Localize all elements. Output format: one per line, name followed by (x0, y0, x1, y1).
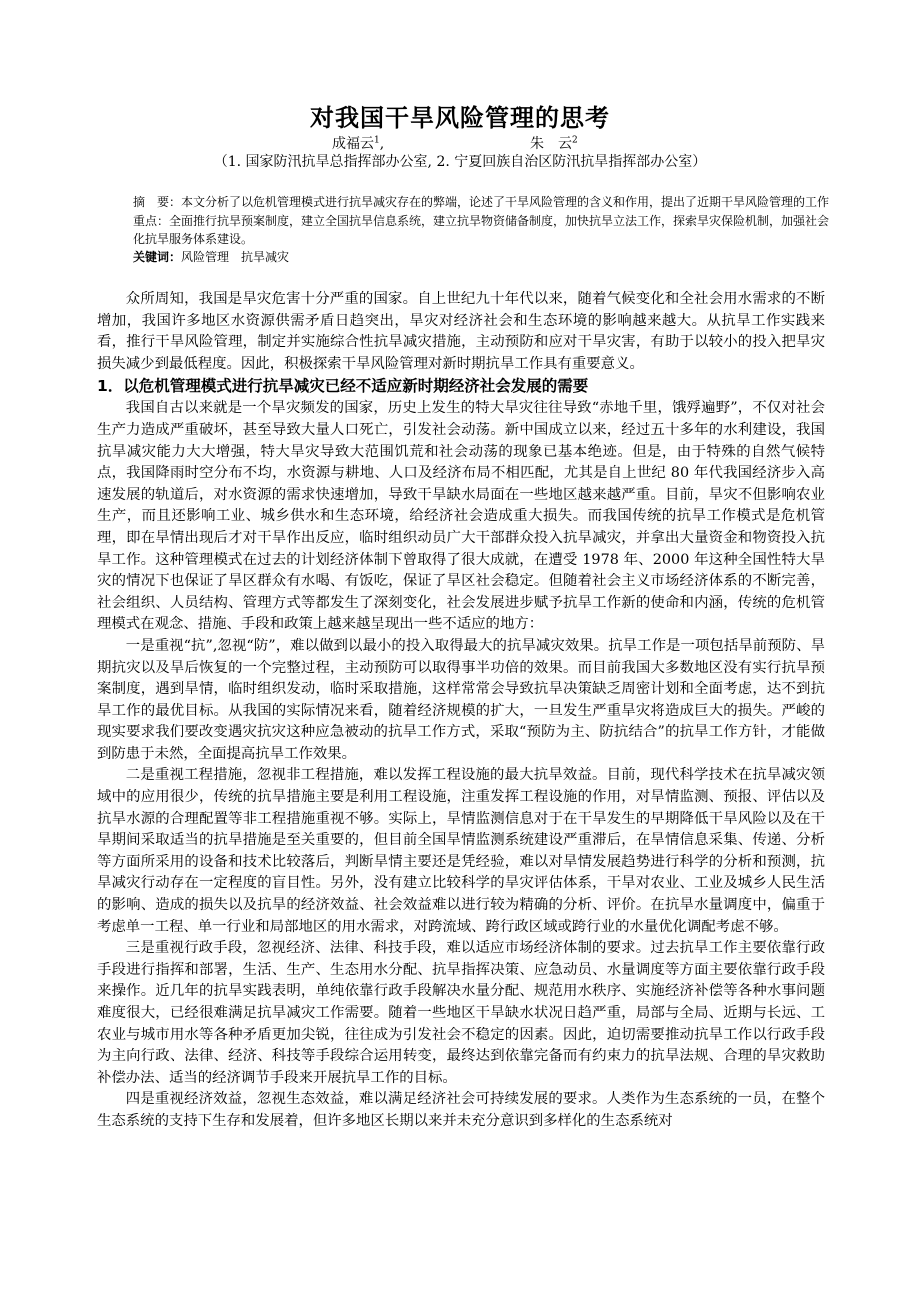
intro-paragraph: 众所周知，我国是旱灾危害十分严重的国家。自上世纪九十年代以来，随着气候变化和全社会用水需求的不断增加，我国许多地区水资源供需矛盾日趋突出，旱灾对经济社会和生态环境的影响越来越大。从抗旱工作实践来看，推行干旱风险管理，制定并实施综合性抗旱减灾措施，主动预防和应对干旱灾害，有助于以较小的投入把旱灾损失减少到最低程度。因此，积极探索干旱风险管理对新时期抗旱工作具有重要意义。 (97, 291, 825, 372)
author-2-affil-mark: 2 (572, 135, 578, 146)
abstract-label: 摘 要： (133, 195, 182, 209)
section-1-paragraph-5: 四是重视经济效益，忽视生态效益，难以满足经济社会可持续发展的要求。人类作为生态系统的一员，在整个生态系统的支持下生存和发展着，但许多地区长期以来并未充分意识到多样化的生态系统对 (97, 1091, 825, 1129)
author-1-name: 成福云 (332, 136, 374, 152)
paper-title: 对我国干旱风险管理的思考 (310, 104, 610, 132)
abstract-text: 本文分析了以危机管理模式进行抗旱减灾存在的弊端，论述了干旱风险管理的含义和作用，提出了近期干旱风险管理的工作重点：全面推行抗旱预案制度，建立全国抗旱信息系统，建立抗旱物资储备制度，加快抗旱立法工作，探索旱灾保险机制，加强社会化抗旱服务体系建设。 (133, 195, 830, 246)
affiliation: （1. 国家防汛抗旱总指挥部办公室, 2. 宁夏回族自治区防汛抗旱指挥部办公室） (213, 154, 707, 170)
abstract (133, 193, 833, 249)
author-1 (332, 133, 384, 153)
keywords (133, 248, 289, 265)
keywords-text: 风险管理 抗旱减灾 (181, 250, 290, 264)
author-2-name: 朱 云 (530, 136, 572, 152)
section-1-paragraph-4: 三是重视行政手段，忽视经济、法律、科技手段，难以适应市场经济体制的要求。过去抗旱工作主要依靠行政手段进行指挥和部署，生活、生产、生态用水分配、抗旱指挥决策、应急动员、水量调度等方面主要依靠行政手段来操作。近几年的抗旱实践表明，单纯依靠行政手段解决水量分配、规范用水秩序、实施经济补偿等各种水事问题难度很大，已经很难满足抗旱减灾工作需要。随着一些地区干旱缺水状况日趋严重，局部与全局、近期与长远、工农业与城市用水等各种矛盾更加尖锐，往往成为引发社会不稳定的因素。因此，迫切需要推动抗旱工作以行政手段为主向行政、法律、经济、科技等手段综合运用转变，最终达到依靠完备而有约束力的抗旱法规、合理的旱灾救助补偿办法、适当的经济调节手段来开展抗旱工作的目标。 (97, 940, 825, 1086)
author-1-separator: , (379, 136, 385, 152)
body-text (97, 289, 825, 1133)
section-1-paragraph-3: 二是重视工程措施，忽视非工程措施，难以发挥工程设施的最大抗旱效益。目前，现代科学技术在抗旱减灾领域中的应用很少，传统的抗旱措施主要是利用工程设施，注重发挥工程设施的作用，对旱情监测、预报、评估以及抗旱水源的合理配置等非工程措施重视不够。实际上，旱情监测信息对于在干旱发生的早期降低干旱风险以及在干旱期间采取适当的抗旱措施是至关重要的，但目前全国旱情监测系统建设严重滞后，在旱情信息采集、传递、分析等方面所采用的设备和技术比较落后，判断旱情主要还是凭经验，难以对旱情发展趋势进行科学的分析和预测，抗旱减灾行动存在一定程度的盲目性。另外，没有建立比较科学的旱灾评估体系，干旱对农业、工业及城乡人民生活的影响、造成的损失以及抗旱的经济效益、社会效益难以进行较为精确的分析、评价。在抗旱水量调度中，偏重于考虑单一工程、单一行业和局部地区的用水需求，对跨流域、跨行政区域或跨行业的水量优化调配考虑不够。 (97, 767, 825, 935)
author-2 (530, 133, 578, 153)
keywords-label: 关键词： (133, 250, 182, 264)
section-1-paragraph-1: 我国自古以来就是一个旱灾频发的国家，历史上发生的特大旱灾往往导致“赤地千里，饿殍遍野”，不仅对社会生产力造成严重破坏，甚至导致大量人口死亡，引发社会动荡。新中国成立以来，经过五十多年的水利建设，我国抗旱减灾能力大大增强，特大旱灾导致大范围饥荒和社会动荡的现象已基本绝迹。但是，由于特殊的自然气候特点，我国降雨时空分布不均，水资源与耕地、人口及经济布局不相匹配，尤其是自上世纪 80 年代我国经济步入高速发展的轨道后，对水资源的需求快速增加，导致干旱缺水局面在一些地区越来越严重。目前，旱灾不但影响农业生产，而且还影响工业、城乡供水和生态环境，给经济社会造成重大损失。而我国传统的抗旱工作模式是危机管理，即在旱情出现后才对干旱作出反应，临时组织动员广大干部群众投入抗旱减灾，并拿出大量资金和物资投入抗旱工作。这种管理模式在过去的计划经济体制下曾取得了很大成就，在遭受 1978 年、2000 年这种全国性特大旱灾的情况下也保证了旱区群众有水喝、有饭吃，保证了旱区社会稳定。但随着社会主义市场经济体系的不断完善，社会组织、人员结构、管理方式等都发生了深刻变化，社会发展进步赋予抗旱工作新的使命和内涵，传统的危机管理模式在观念、措施、手段和政策上越来越呈现出一些不适应的地方： (97, 400, 825, 633)
section-1-heading: 1．以危机管理模式进行抗旱减灾已经不适应新时期经济社会发展的需要 (97, 377, 589, 396)
author-1-affil-mark: 1 (374, 135, 380, 146)
author-line (0, 133, 920, 153)
section-1-paragraph-2: 一是重视“抗”,忽视“防”，难以做到以最小的投入取得最大的抗旱减灾效果。抗旱工作是一项包括旱前预防、旱期抗灾以及旱后恢复的一个完整过程，主动预防可以取得事半功倍的效果。而目前我国大多数地区没有实行抗旱预案制度，遇到旱情，临时组织发动，临时采取措施，这样常常会导致抗旱决策缺乏周密计划和全面考虑，达不到抗旱工作的最优目标。从我国的实际情况来看，随着经济规模的扩大，一旦发生严重旱灾将造成巨大的损失。严峻的现实要求我们要改变遇灾抗灾这种应急被动的抗旱工作方式，采取“预防为主、防抗结合”的抗旱工作方针，才能做到防患于未然，全面提高抗旱工作效果。 (97, 637, 825, 762)
